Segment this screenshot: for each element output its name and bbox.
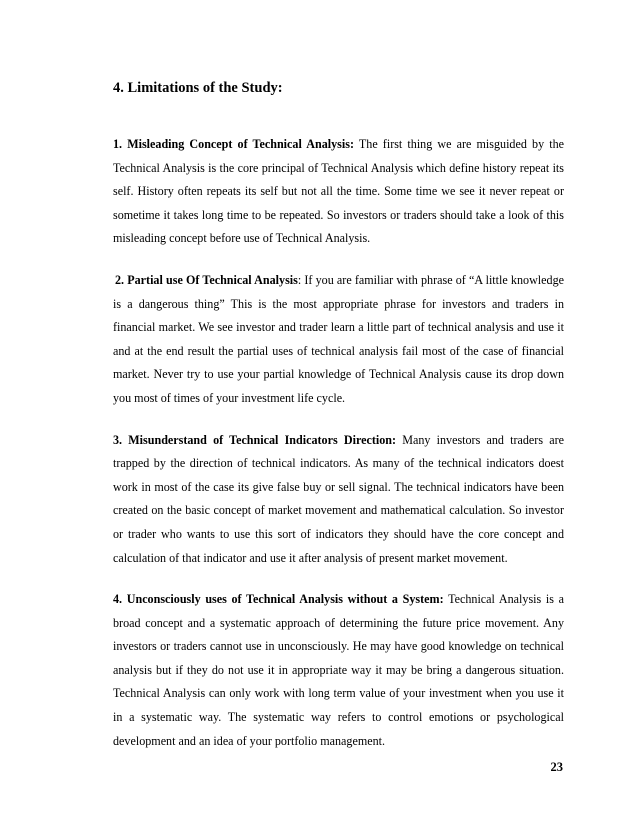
paragraph-partial-use — [113, 269, 564, 411]
paragraph-lead: 3. Misunderstand of Technical Indicators Direction: — [113, 432, 397, 447]
paragraph-lead: 4. Unconsciously uses of Technical Analysis without a System: — [113, 592, 444, 607]
section-heading: 4. Limitations of the Study: — [113, 80, 283, 96]
paragraph-text: : If you are familiar with phrase of “A little knowledge is a dangerous thing” This is the most appropriate phrase for investors and traders in financial market. We see investor and trader learn a little part of technical analysis and use it and at the end result the partial uses of technical analysis fail most of the case of financial market. Never try to use your partial knowledge of Technical Analysis cause its drop down you most of times of your investment life cycle. — [113, 272, 564, 405]
paragraph-text: Technical Analysis is a broad concept and a systematic approach of determining the future price movement. Any investors or traders cannot use in unconsciously. He may have good knowledge on technical analysis but if they do not use it in appropriate way it may be bring a dangerous situation. Technical Analysis can only work with long term value of your investment when you use it in a systematic way. The systematic way refers to control emotions or psychological development and an idea of your portfolio management. — [113, 592, 564, 748]
paragraph-text: The first thing we are misguided by the Technical Analysis is the core principal of Technical Analysis which define history repeat its self. History often repeats its self but not all the time. Some time we see it never repeat or sometime it takes long time to be repeated. So investors or traders should take a look of this misleading concept before use of Technical Analysis. — [113, 137, 565, 246]
paragraph-lead: 2. Partial use Of Technical Analysis — [115, 272, 298, 287]
paragraph-text: Many investors and traders are trapped by the direction of technical indicators. As many of the technical indicators doest work in most of the case its give false buy or sell signal. The technical indicators have been created on the basic concept of market movement and mathematical calculation. So investor or trader who wants to use this sort of indicators they should have the core concept and calculation of that indicator and use it after analysis of present market movement. — [113, 432, 564, 565]
paragraph-indicator-direction — [113, 429, 564, 571]
page-number: 23 — [550, 760, 563, 774]
section-body — [113, 133, 564, 771]
paragraph-unconscious-use — [113, 588, 564, 753]
paragraph-lead: 1. Misleading Concept of Technical Analysis: — [113, 137, 354, 151]
paragraph-misleading-concept — [113, 133, 564, 251]
